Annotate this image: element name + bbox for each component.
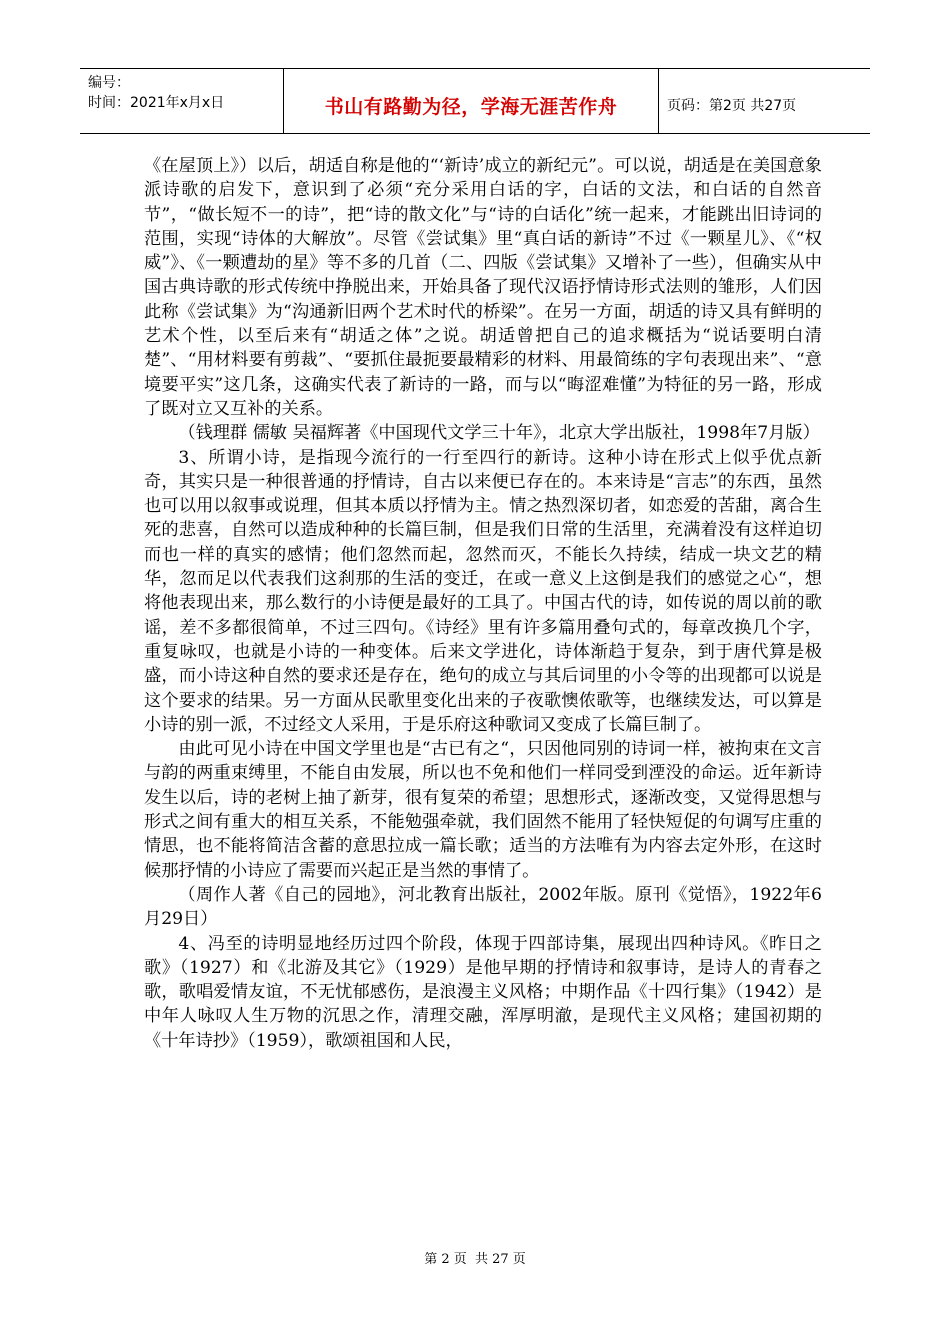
header-meta [80, 69, 284, 133]
header-page-info: 页码：第2页 共27页 [667, 98, 797, 114]
paragraph-feng-zhi: 4、冯至的诗明显地经历过四个阶段，体现于四部诗集，展现出四种诗风。《昨日之歌》（1927）和《北游及其它》（1929）是他早期的抒情诗和叙事诗，是诗人的青春之歌，歌唱爱情友谊，不无忧郁感伤，是浪漫主义风格；中期作品《十四行集》（1942）是中年人咏叹人生万物的沉思之作，清理交融，浑厚明澈，是现代主义风格；建国初期的《十年诗抄》（1959），歌颂祖国和人民， [144, 933, 822, 1051]
page-header [80, 68, 870, 134]
page-footer: 第 2 页 共 27 页 [424, 1252, 526, 1267]
citation-zhou-zuoren: （周作人著《自己的园地》，河北教育出版社，2002年版。原刊《觉悟》，1922年6月29日） [144, 884, 822, 930]
paragraph-xiao-shi: 3、所谓小诗，是指现今流行的一行至四行的新诗。这种小诗在形式上似乎优点新奇，其实只是一种很普通的抒情诗，自古以来便已存在的。本来诗是“言志”的东西，虽然也可以用以叙事或说理，但其本质以抒情为主。情之热烈深切者，如恋爱的苦甜，离合生死的悲喜，自然可以造成种种的长篇巨制，但是我们日常的生活里，充满着没有这样迫切而也一样的真实的感情；他们忽然而起，忽然而灭，不能长久持续，结成一块文艺的精华，忽而足以代表我们这刹那的生活的变迁，在或一意义上这倒是我们的感觉之心“，想将他表现出来，那么数行的小诗便是最好的工具了。中国古代的诗，如传说的周以前的歌谣，差不多都很简单，不过三四句。《诗经》里有许多篇用叠句式的，每章改换几个字，重复咏叹，也就是小诗的一种变体。后来文学进化，诗体渐趋于复杂，到于唐代算是极盛，而小诗这种自然的要求还是存在，绝句的成立与其后词里的小令等的出现都可以说是这个要求的结果。另一方面从民歌里变化出来的子夜歌懊侬歌等，也继续发达，可以算是小诗的别一派，不过经文人采用，于是乐府这种歌词又变成了长篇巨制了。 [144, 447, 822, 735]
header-motto-cell [284, 69, 659, 133]
paragraph-hu-shi: 《在屋顶上》）以后，胡适自称是他的“‘新诗’成立的新纪元”。可以说，胡适是在美国意象派诗歌的启发下，意识到了必须“充分采用白话的字，白话的文法，和白话的自然音节”，“做长短不一的诗”，把“诗的散文化”与“诗的白话化”统一起来，才能跳出旧诗词的范围，实现“诗体的大解放”。尽管《尝试集》里“真白话的新诗”不过《一颗星儿》、《“权威”》、《一颗遭劫的星》等不多的几首（二、四版《尝试集》又增补了一些），但确实从中国古典诗歌的形式传统中挣脱出来，开始具备了现代汉语抒情诗形式法则的雏形，人们因此称《尝试集》为“沟通新旧两个艺术时代的桥梁”。在另一方面，胡适的诗又具有鲜明的艺术个性，以至后来有“胡适之体”之说。胡适曾把自己的追求概括为“说话要明白清楚”、“用材料要有剪裁”、“要抓住最扼要最精彩的材料、用最简练的字句表现出来”、“意境要平实”这几条，这确实代表了新诗的一路，而与以“晦涩难懂”为特征的另一路，形成了既对立又互补的关系。 [144, 156, 822, 419]
document-number-label: 编号： [88, 75, 130, 91]
header-motto: 书山有路勤为径，学海无涯苦作舟 [324, 95, 618, 118]
paragraph-xiao-shi-continued: 由此可见小诗在中国文学里也是“古已有之“，只因他同别的诗词一样，被拘束在文言与韵的两重束缚里，不能自由发展，所以也不免和他们一样同受到湮没的命运。近年新诗发生以后，诗的老树上抽了新芽，很有复荣的希望；思想形式，逐渐改变，又觉得思想与形式之间有重大的相互关系，不能勉强牵就，我们固然不能用了轻快短促的句调写庄重的情思，也不能将简洁含蓄的意思拉成一篇长歌；适当的方法唯有为内容去定外形，在这时候那抒情的小诗应了需要而兴起正是当然的事情了。 [144, 739, 822, 881]
document-body [144, 154, 822, 1053]
citation-qian-liqun: （钱理群 儒敏 吴福辉著《中国现代文学三十年》，北京大学出版社，1998年7月版） [178, 423, 820, 444]
document-time-label: 时间：2021年x月x日 [88, 95, 225, 111]
